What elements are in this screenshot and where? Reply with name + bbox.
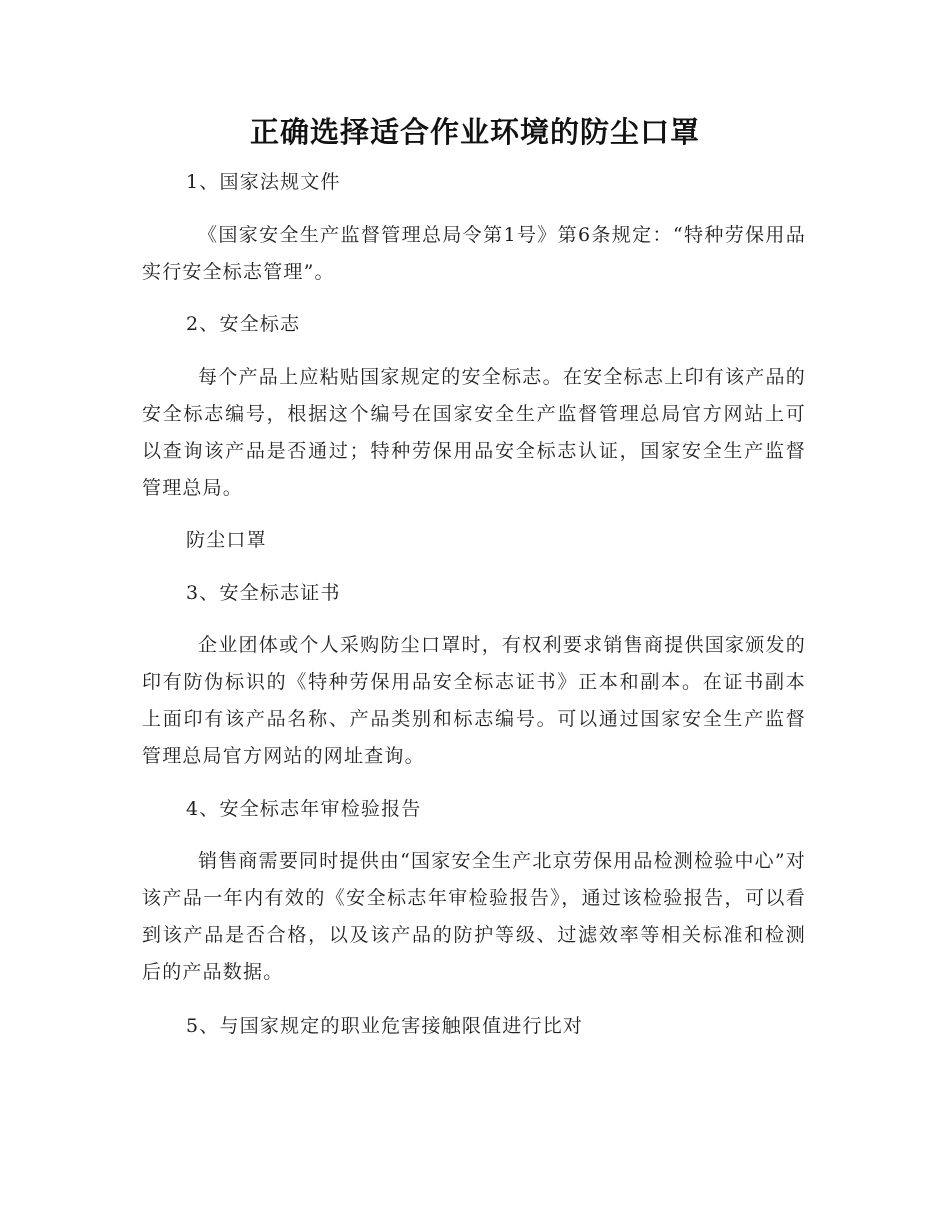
- paragraph-regulations: 《国家安全生产监督管理总局令第1号》第6条规定：“特种劳保用品实行安全标志管理”。: [142, 224, 806, 283]
- section-heading-annual-report: 4、安全标志年审检验报告: [186, 798, 422, 820]
- section-heading-certificate: 3、安全标志证书: [186, 582, 341, 604]
- image-caption-dust-mask: 防尘口罩: [186, 529, 267, 551]
- section-heading-safety-mark: 2、安全标志: [186, 313, 301, 335]
- paragraph-safety-mark: 每个产品上应粘贴国家规定的安全标志。在安全标志上印有该产品的安全标志编号，根据这个编号在国家安全生产监督管理总局官方网站上可以查询该产品是否通过；特种劳保用品安全标志认证，国家安全生产监督管理总局。: [142, 366, 806, 499]
- document-title: 正确选择适合作业环境的防尘口罩: [249, 115, 700, 149]
- section-heading-regulations: 1、国家法规文件: [186, 171, 341, 193]
- paragraph-certificate: 企业团体或个人采购防尘口罩时，有权利要求销售商提供国家颁发的印有防伪标识的《特种劳保用品安全标志证书》正本和副本。在证书副本上面印有该产品名称、产品类别和标志编号。可以通过国家安全生产监督管理总局官方网站的网址查询。: [142, 634, 806, 767]
- paragraph-annual-report: 销售商需要同时提供由“国家安全生产北京劳保用品检测检验中心”对该产品一年内有效的《安全标志年审检验报告》，通过该检验报告，可以看到该产品是否合格，以及该产品的防护等级、过滤效率等相关标准和检测后的产品数据。: [142, 850, 806, 983]
- section-heading-exposure-limits: 5、与国家规定的职业危害接触限值进行比对: [186, 1015, 584, 1037]
